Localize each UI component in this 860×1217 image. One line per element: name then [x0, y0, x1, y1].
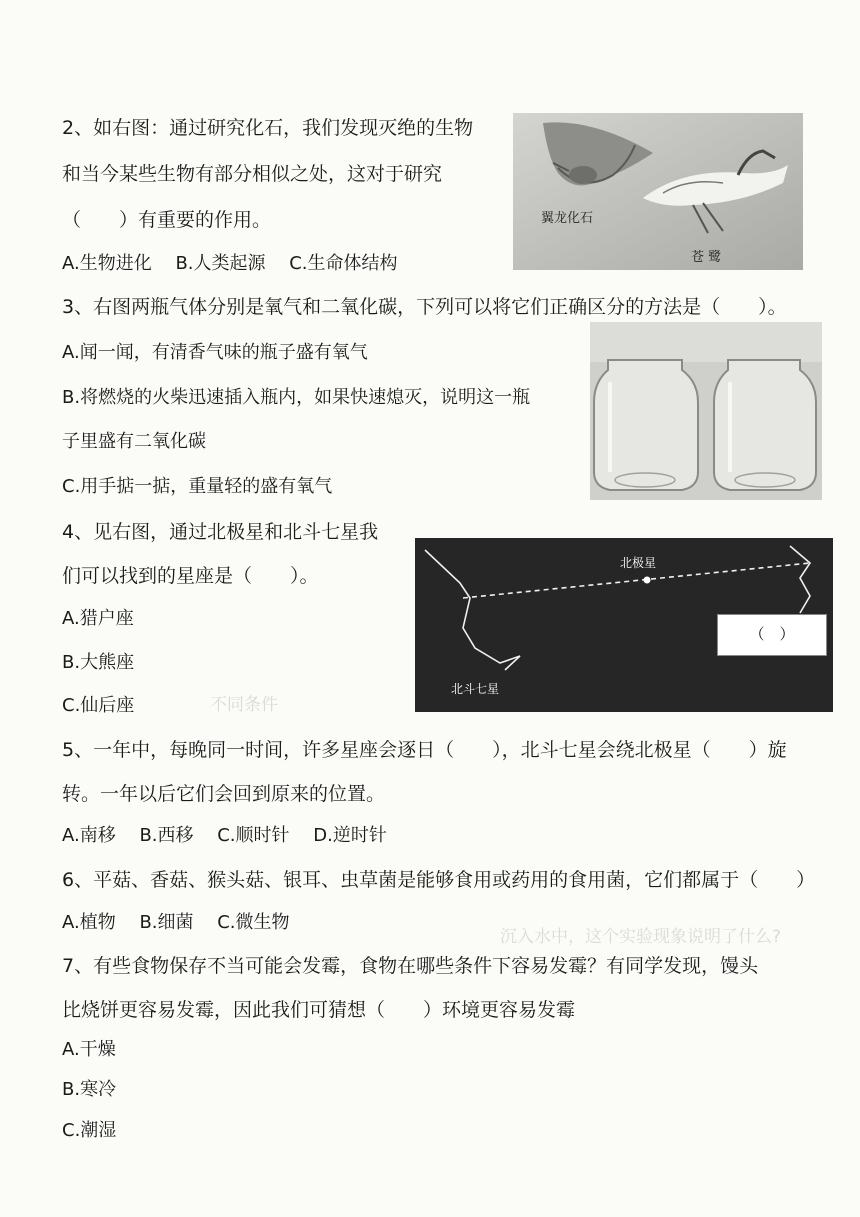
q5-stem-line-2: 转。一年以后它们会回到原来的位置。: [62, 783, 386, 805]
bleed-through-text: 不同条件: [210, 695, 278, 715]
fossil-heron-image: [513, 113, 803, 270]
q7-option-b: B.寒冷: [62, 1079, 117, 1100]
q4-stem-line-1: 4、见右图，通过北极星和北斗七星我: [62, 521, 379, 543]
q4-option-b: B.大熊座: [62, 652, 135, 673]
q5-stem-line-1: 5、一年中，每晚同一时间，许多星座会逐日（ ），北斗七星会绕北极星（ ）旋: [62, 739, 787, 761]
q6-stem: 6、平菇、香菇、猴头菇、银耳、虫草菌是能够食用或药用的食用菌，它们都属于（ ）: [62, 869, 816, 891]
q6-options: A.植物 B.细菌 C.微生物: [62, 912, 290, 933]
q5-options: A.南移 B.西移 C.顺时针 D.逆时针: [62, 825, 387, 846]
bleed-through-text: 沉入水中，这个实验现象说明了什么?: [500, 927, 782, 947]
q7-option-c: C.潮湿: [62, 1120, 117, 1141]
q7-stem-line-1: 7、有些食物保存不当可能会发霉，食物在哪些条件下容易发霉？有同学发现，馒头: [62, 955, 759, 977]
constellation-answer-box: （ ）: [717, 614, 827, 656]
gas-jars-image: [590, 322, 822, 500]
polaris-label: 北极星: [620, 556, 657, 570]
q3-option-b-line-1: B.将燃烧的火柴迅速插入瓶内，如果快速熄灭，说明这一瓶: [62, 387, 531, 408]
q3-stem: 3、右图两瓶气体分别是氧气和二氧化碳，下列可以将它们正确区分的方法是（ ）。: [62, 296, 787, 318]
q2-stem-line-3: （ ）有重要的作用。: [62, 209, 272, 231]
q4-option-a: A.猎户座: [62, 608, 134, 629]
big-dipper-label: 北斗七星: [451, 682, 500, 696]
q7-stem-line-2: 比烧饼更容易发霉，因此我们可猜想（ ）环境更容易发霉: [62, 999, 576, 1021]
star-chart-image: [415, 538, 833, 712]
q3-option-c: C.用手掂一掂，重量轻的盛有氧气: [62, 476, 333, 497]
q2-stem-line-1: 2、如右图：通过研究化石，我们发现灭绝的生物: [62, 117, 474, 139]
q3-option-b-line-2: 子里盛有二氧化碳: [62, 431, 206, 452]
q2-stem-line-2: 和当今某些生物有部分相似之处，这对于研究: [62, 163, 443, 185]
heron-label: 苍 鹭: [691, 250, 722, 265]
q7-option-a: A.干燥: [62, 1039, 116, 1060]
fossil-label: 翼龙化石: [541, 211, 594, 226]
q4-stem-line-2: 们可以找到的星座是（ ）。: [62, 565, 319, 587]
q3-option-a: A.闻一闻，有清香气味的瓶子盛有氧气: [62, 342, 368, 363]
q4-option-c: C.仙后座: [62, 695, 135, 716]
q2-options: A.生物进化 B.人类起源 C.生命体结构: [62, 253, 398, 274]
